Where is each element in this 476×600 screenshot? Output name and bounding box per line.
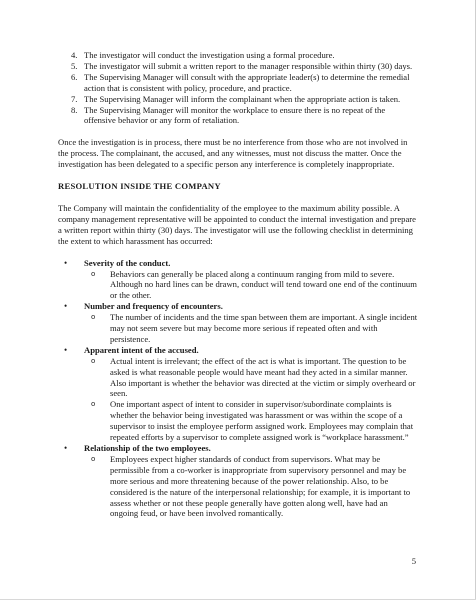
- checklist-subitem: [91, 268, 418, 302]
- checklist-item-label: Relationship of the two employees.: [84, 443, 211, 453]
- checklist-subitems: [84, 269, 418, 302]
- checklist-subitems: [84, 454, 418, 519]
- checklist-subitem-text: Employees expect higher standards of conduct from supervisors. What may be permissible from a co-worker is inappropriate from supervisory personnel and may be more serious and more threatening because of the power relationship. Also, to be considered is the nature of the interpersonal relationship; for example, it is important to assess whether or not these people generally have gotten along well, have had an ongoing feud, or have been involved romantically.: [110, 453, 411, 519]
- procedure-step: [71, 50, 418, 61]
- checklist-item-label: Severity of the conduct.: [84, 257, 171, 268]
- procedure-step: [71, 71, 418, 94]
- step-number: 5.: [71, 60, 78, 71]
- circle-bullet-icon: o: [91, 454, 96, 463]
- checklist-subitem-text: One important aspect of intent to consider in supervisor/subordinate complaints is whether the behavior being investigated was harassment or was within the scope of a supervisor to insist the employee perform assigned work. Employees may complain that repeated efforts by a supervisor to complete assigned work is “workplace harassment.”: [110, 399, 414, 443]
- step-text: The Supervising Manager will monitor the workplace to ensure there is no repeat of the offensive behavior or any form of retaliation.: [84, 104, 386, 126]
- checklist-subitem: [91, 399, 418, 443]
- procedure-step: [71, 104, 418, 127]
- checklist-item: [64, 344, 418, 443]
- step-number: 4.: [71, 50, 78, 60]
- resolution-paragraph: The Company will maintain the confidentiality of the employee to the maximum ability possible. A company management representative will be appointed to conduct the internal investigation and prepare a written report within thirty (30) days. The investigator will use the following checklist in determining the extent to which harassment has occurred:: [58, 202, 416, 246]
- page-content: [58, 50, 418, 519]
- checklist-item: [64, 301, 418, 345]
- section-heading: RESOLUTION INSIDE THE COMPANY: [58, 181, 221, 192]
- bullet-icon: •: [64, 344, 68, 355]
- harassment-checklist: [58, 258, 418, 520]
- bullet-icon: •: [64, 443, 68, 453]
- bullet-icon: •: [64, 257, 68, 268]
- checklist-item: [64, 257, 418, 302]
- interference-paragraph: Once the investigation is in process, there must be no interference from those who are not involved in the process. The complainant, the accused, and any witnesses, must not discuss the matter. Once the investigation has been delegated to a specific person any interference is completely inappropriate.: [58, 137, 408, 170]
- circle-bullet-icon: o: [91, 356, 96, 365]
- procedure-step: [71, 60, 418, 72]
- step-text: The Supervising Manager will consult with the appropriate leader(s) to determine the remedial action that is consistent with policy, procedure, and practice.: [84, 71, 410, 93]
- checklist-subitems: [84, 356, 418, 443]
- step-text: The Supervising Manager will inform the complainant when the appropriate action is taken.: [84, 93, 401, 104]
- bullet-icon: •: [64, 301, 68, 312]
- checklist-subitem: [91, 453, 418, 519]
- checklist-item-label: Number and frequency of encounters.: [84, 301, 223, 312]
- step-text: The investigator will submit a written report to the manager responsible within thirty (30) days.: [84, 60, 413, 71]
- circle-bullet-icon: o: [91, 269, 96, 278]
- procedure-steps-list: [58, 50, 418, 126]
- procedure-step: [71, 93, 418, 105]
- checklist-subitem-text: Actual intent is irrelevant; the effect of the act is what is important. The question to be asked is what reasonable people would have meant had they acted in a similar manner. Also important is whether the behavior was directed at the victim or simply overheard or seen.: [110, 355, 416, 399]
- checklist-subitems: [84, 312, 418, 345]
- checklist-item-label: Apparent intent of the accused.: [84, 344, 199, 355]
- step-text: The investigator will conduct the investigation using a formal procedure.: [84, 50, 335, 60]
- checklist-item: [64, 443, 418, 519]
- circle-bullet-icon: o: [91, 313, 96, 322]
- page-number: 5: [411, 556, 416, 566]
- step-number: 6.: [71, 71, 78, 82]
- checklist-subitem-text: The number of incidents and the time span between them are important. A single incident may not seem severe but may become more serious if repeated often and with persistence.: [110, 312, 418, 344]
- checklist-subitem: [91, 355, 418, 400]
- step-number: 8.: [71, 104, 78, 115]
- circle-bullet-icon: o: [91, 400, 96, 409]
- step-number: 7.: [71, 93, 78, 104]
- checklist-subitem: [91, 312, 418, 345]
- checklist-subitem-text: Behaviors can generally be placed along a continuum ranging from mild to severe. Although no hard lines can be drawn, conduct will tend toward one end of the continuum or the other.: [110, 268, 417, 301]
